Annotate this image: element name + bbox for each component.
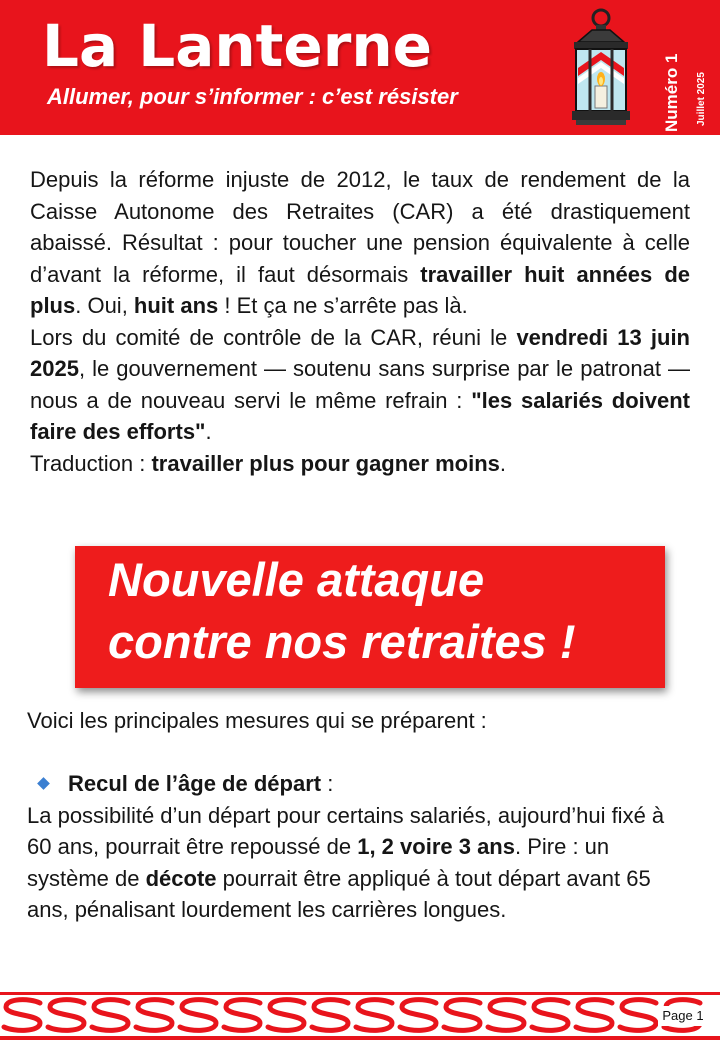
text-run: La possibilité d’un départ pour certains salariés, aujourd’hui fixé à 60 ans, pourrait être repoussé de xyxy=(27,802,665,859)
text-run: . xyxy=(205,419,212,444)
measures-section xyxy=(27,705,687,926)
emphasis-date: vendredi 13 juin 2025 xyxy=(30,324,690,381)
text-run: Traduction : xyxy=(30,450,152,476)
spacer xyxy=(27,737,687,769)
measure-item-body xyxy=(27,800,687,926)
text-run: , le gouvernement — soutenu sans surprise par le patronat — nous a de nouveau servi le même refrain : xyxy=(30,356,690,413)
measure-heading: Recul de l’âge de départ xyxy=(68,771,322,796)
emphasis-translation: travailler plus pour gagner moins xyxy=(151,450,500,476)
emphasis-years: 1, 2 voire 3 ans xyxy=(357,834,515,859)
tagline: Allumer, pour s’informer : c’est résister xyxy=(47,84,458,109)
issue-number: Numéro 1 xyxy=(662,53,681,132)
issue-date: Juillet 2025 xyxy=(696,72,707,126)
headline-banner xyxy=(75,546,665,688)
newspaper-title: La Lanterne xyxy=(42,12,432,80)
intro-text xyxy=(30,164,690,479)
page-number: Page 1 xyxy=(658,1006,708,1026)
diamond-bullet-icon xyxy=(37,777,50,790)
text-run: . Pire : un système de xyxy=(27,834,610,891)
intro-paragraph-2 xyxy=(30,322,690,480)
emphasis-huit-ans: huit ans xyxy=(133,293,219,318)
headline-line-2: contre nos retraites ! xyxy=(108,615,576,668)
text-run: . Oui, xyxy=(75,293,134,318)
emphasis-quote: "les salariés doivent faire des efforts" xyxy=(30,387,690,444)
text-run: ! Et ça ne s’arrête pas là. xyxy=(218,293,468,318)
footer-pattern xyxy=(0,992,720,1040)
emphasis-decote: décote xyxy=(145,865,217,891)
text-run: Lors du comité de contrôle de la CAR, réuni le xyxy=(30,324,517,350)
emphasis-eight-years: travailler huit années de plus xyxy=(30,261,690,318)
headline-line-1: Nouvelle attaque xyxy=(108,553,485,606)
measures-lead: Voici les principales mesures qui se préparent : xyxy=(27,708,487,733)
text-run: . xyxy=(499,450,507,476)
lantern-icon xyxy=(562,8,640,128)
intro-paragraph-1 xyxy=(30,164,690,322)
red-s-wave-pattern xyxy=(0,992,720,1040)
text-run: pourrait être appliqué à tout départ avant 65 ans, pénalisant lourdement les carrières longues. xyxy=(27,865,651,922)
measure-item-heading xyxy=(27,768,687,800)
text-run: : xyxy=(321,771,334,796)
masthead xyxy=(0,0,720,135)
text-run: Depuis la réforme injuste de 2012, le taux de rendement de la Caisse Autonome des Retraites (CAR) a été drastiquement abaissé. Résultat : pour toucher une pension équivalente à celle d’avant la réforme, il faut désormais xyxy=(30,167,690,287)
